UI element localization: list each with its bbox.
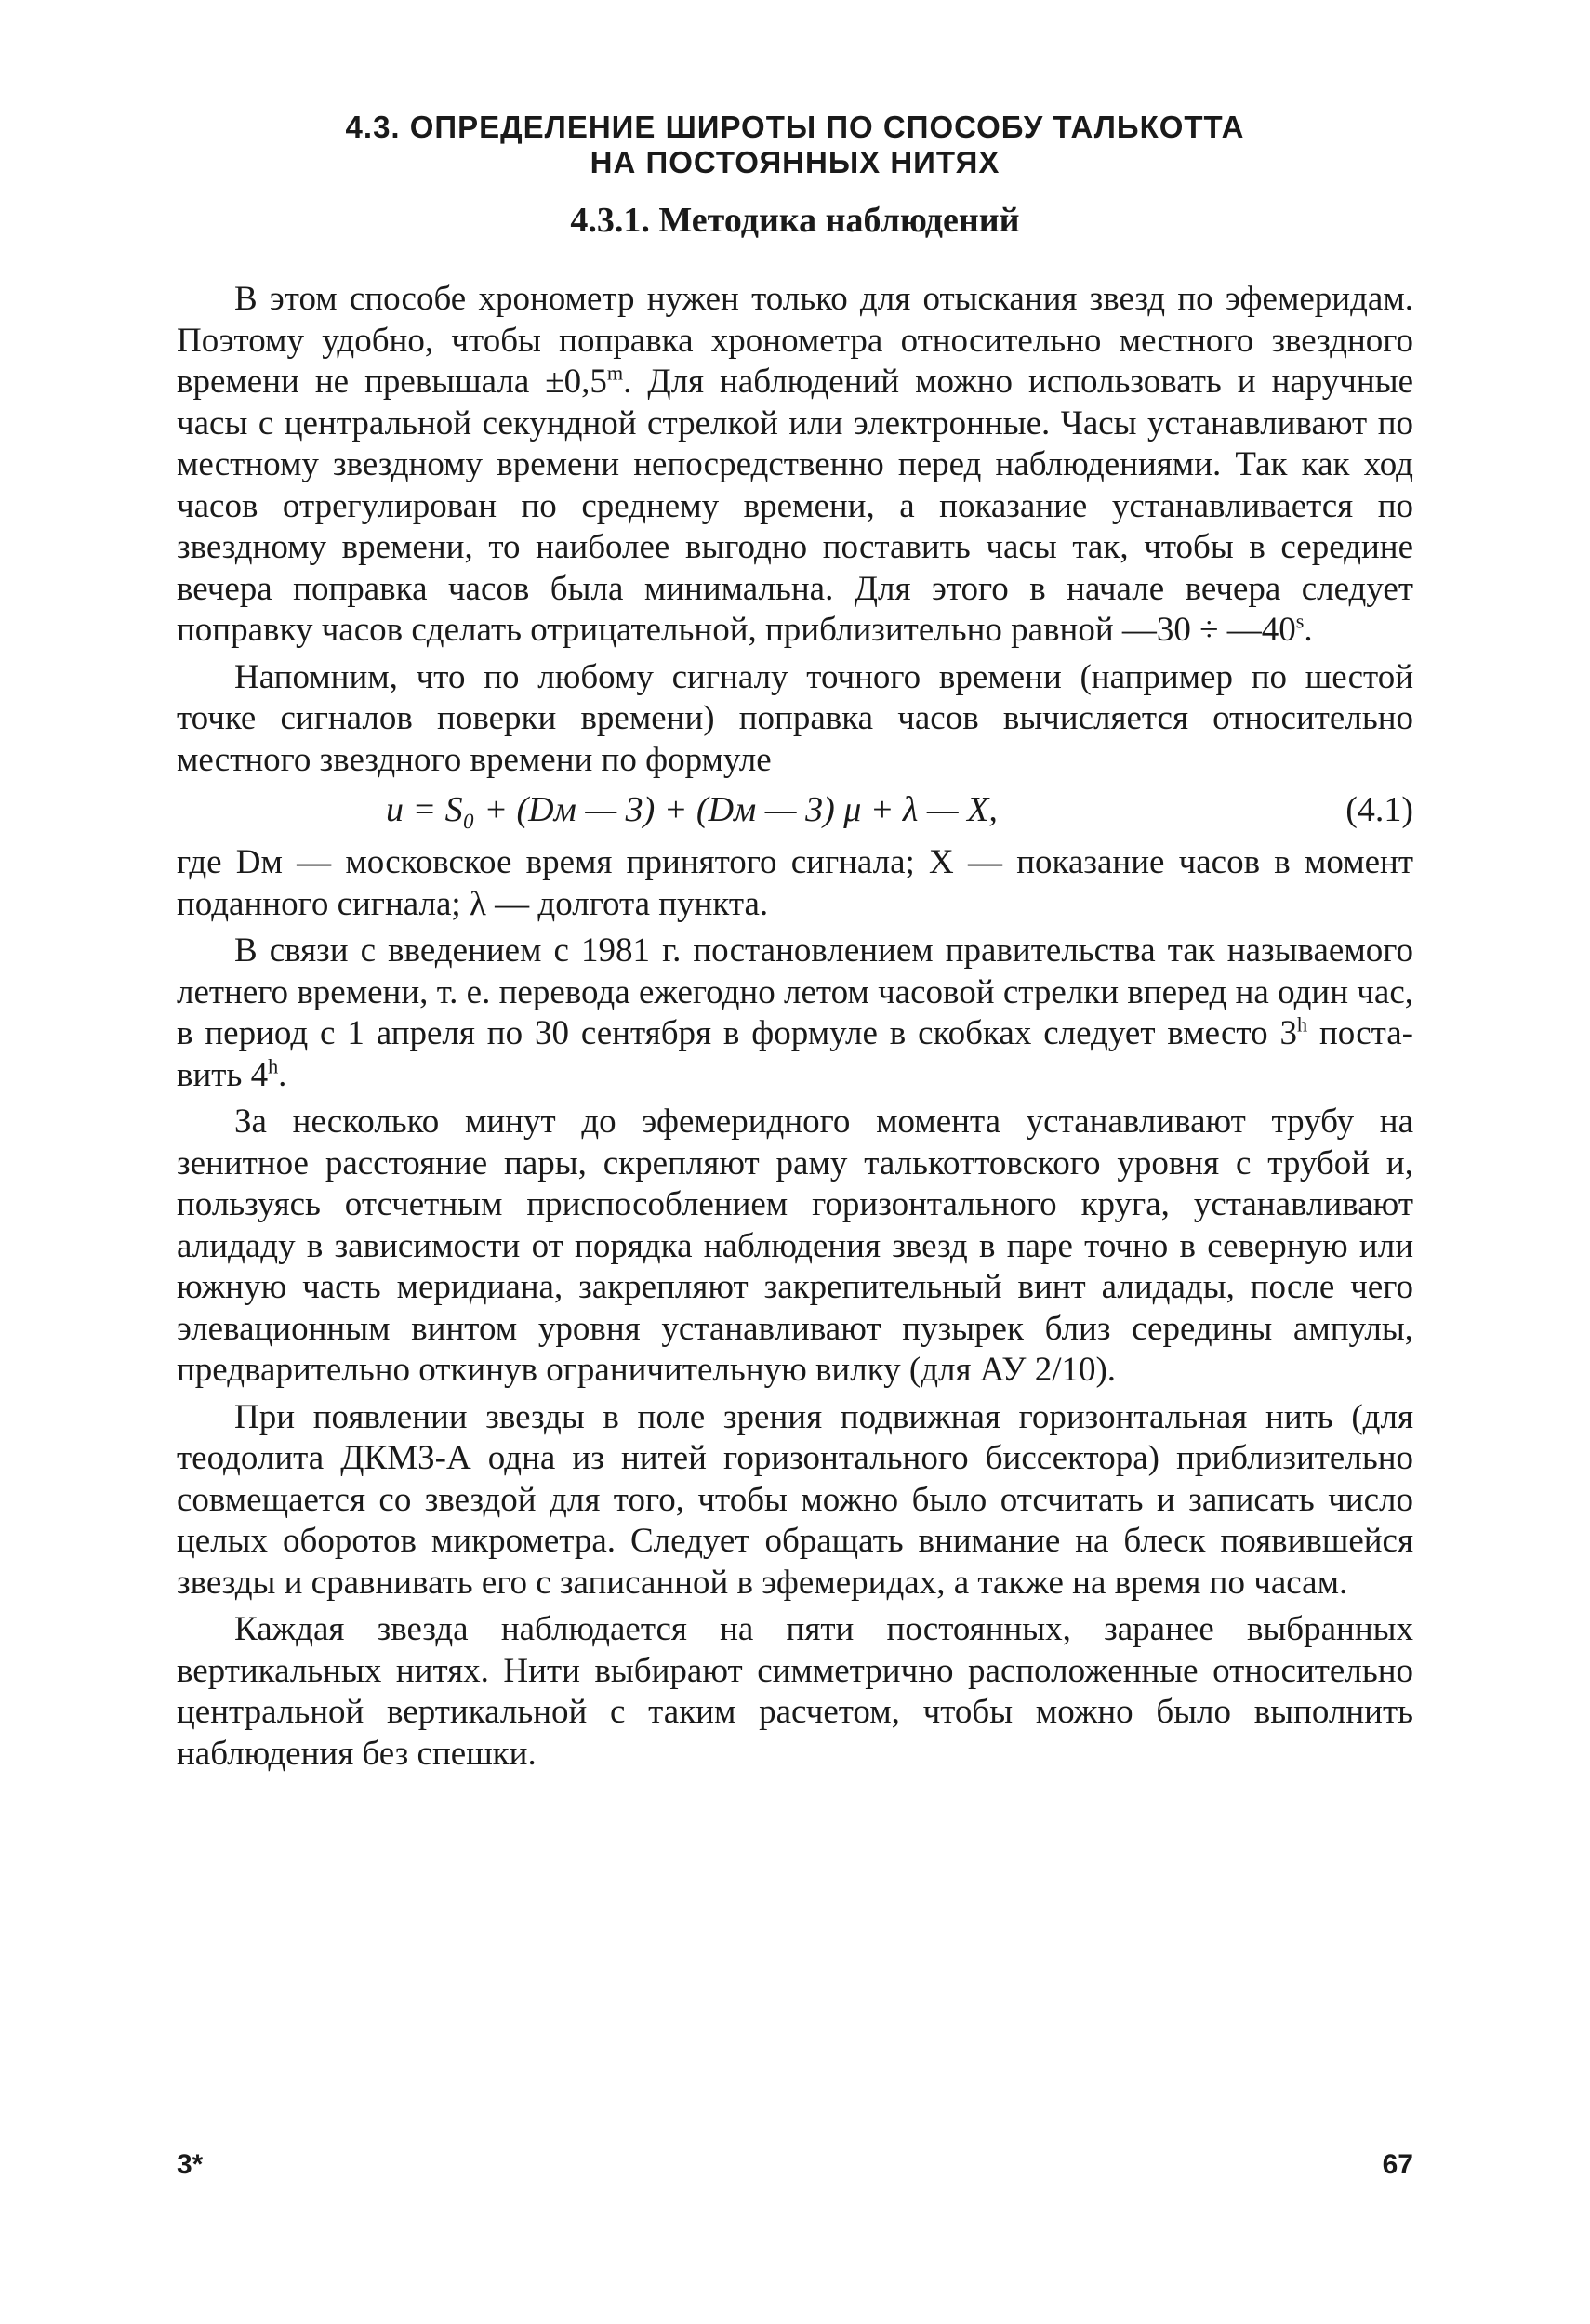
hour-superscript-1: h xyxy=(1296,1012,1308,1037)
paragraph-4-part-c: . xyxy=(278,1055,287,1094)
paragraph-3: где Dм — московское время принятого сигнала; X — показание часов в момент поданного сигнала; λ — долгота пункта. xyxy=(177,843,1413,923)
hour-superscript-2: h xyxy=(268,1054,279,1078)
paragraph-5: За несколько минут до эфемеридного момента устанавливают трубу на зенитное расстояние пары, скрепляют раму талькоттовского уровня с трубой и, пользуясь отсчетным приспособлением горизонтального круга, устанавливают алидаду в зависимости от порядка наблюдения звезд в паре точно в северную или южную часть меридиана, закрепляют закрепительный винт алидады, после чего элевационным винтом уровня устанавливают пузырек близ середины ампулы, предварительно откинув ограничительную вилку (для АУ 2/10). xyxy=(177,1103,1413,1389)
formula-row xyxy=(177,783,1413,837)
minute-superscript: m xyxy=(606,361,624,385)
page-number: 67 xyxy=(1382,2149,1413,2180)
section-heading-line-1: 4.3. ОПРЕДЕЛЕНИЕ ШИРОТЫ ПО СПОСОБУ ТАЛЬКОТТА xyxy=(345,110,1245,144)
subsection-heading: 4.3.1. Методика наблюдений xyxy=(570,201,1020,240)
paragraph-6: При появлении звезды в поле зрения подвижная горизонтальная нить (для теодолита ДКМЗ-А одна из нитей горизонтального биссектора) приблизительно совмещается со звездой для того, чтобы можно было отсчитать и записать число целых оборотов микрометра. Следует обращать внимание на блеск появившейся звезды и сравнивать его с записанной в эфемеридах, а также на время по часам. xyxy=(177,1397,1413,1602)
paragraph-1-part-a: В этом способе хронометр нужен только для отыскания звезд по эфемеридам. Поэтому удобно, чтобы поправка хронометра относительно местного звездного времени не превышала ±0,5 xyxy=(177,280,1413,401)
paragraph-7: Каждая звезда наблюдается на пяти постоянных, заранее выбранных вертикальных нитях. Нити выбирают симметрично расположенные относительно центральной вертикальной с таким расчетом, чтобы можно было выполнить наблюдения без спешки. xyxy=(177,1610,1413,1773)
paragraph-2: Напомним, что по любому сигналу точного времени (например по шестой точке сигналов поверки времени) поправка часов вычисляется относительно местного звездного времени по формуле xyxy=(177,657,1413,779)
paragraph-1-part-c: . xyxy=(1304,611,1313,649)
second-superscript: s xyxy=(1295,609,1305,633)
section-heading xyxy=(177,110,1413,180)
paragraph-1-part-b: . Для наблюдений можно использовать и наручные часы с центральной секундной стрелкой или электронные. Часы устанавливают по местному звездному времени непосредственно перед наблюдениями. Так как ход часов отрегулирован по среднему времени, а показание устанавливается по звездному времени, то наиболее выгодно поставить часы так, чтобы в середине вечера поправка часов была минимальна. Для этого в начале вечера следует поправку часов сделать отрицательной, приблизительно равной —30 ÷ —40 xyxy=(177,363,1413,649)
section-heading-line-2: НА ПОСТОЯННЫХ НИТЯХ xyxy=(590,145,1000,179)
formula-4-1: u = S₀ + (Dм — 3) + (Dм — 3) μ + λ — X, xyxy=(386,790,998,829)
paragraph-1 xyxy=(177,279,1413,652)
paragraph-4-part-a: В связи с введением с 1981 г. постановлением правительства так называемого летнего времени, т. е. перевода ежегодно летом часовой стрелки вперед на один час, в период с 1 апреля по 30 сентября в формуле в скобках следует вместо 3 xyxy=(177,931,1413,1052)
page-body xyxy=(177,0,1413,1775)
paragraph-4-part-b: поставить 4 xyxy=(177,1014,1413,1094)
formula-number: (4.1) xyxy=(1345,790,1413,829)
signature-mark: 3* xyxy=(177,2149,204,2180)
paragraph-4 xyxy=(177,931,1413,1096)
